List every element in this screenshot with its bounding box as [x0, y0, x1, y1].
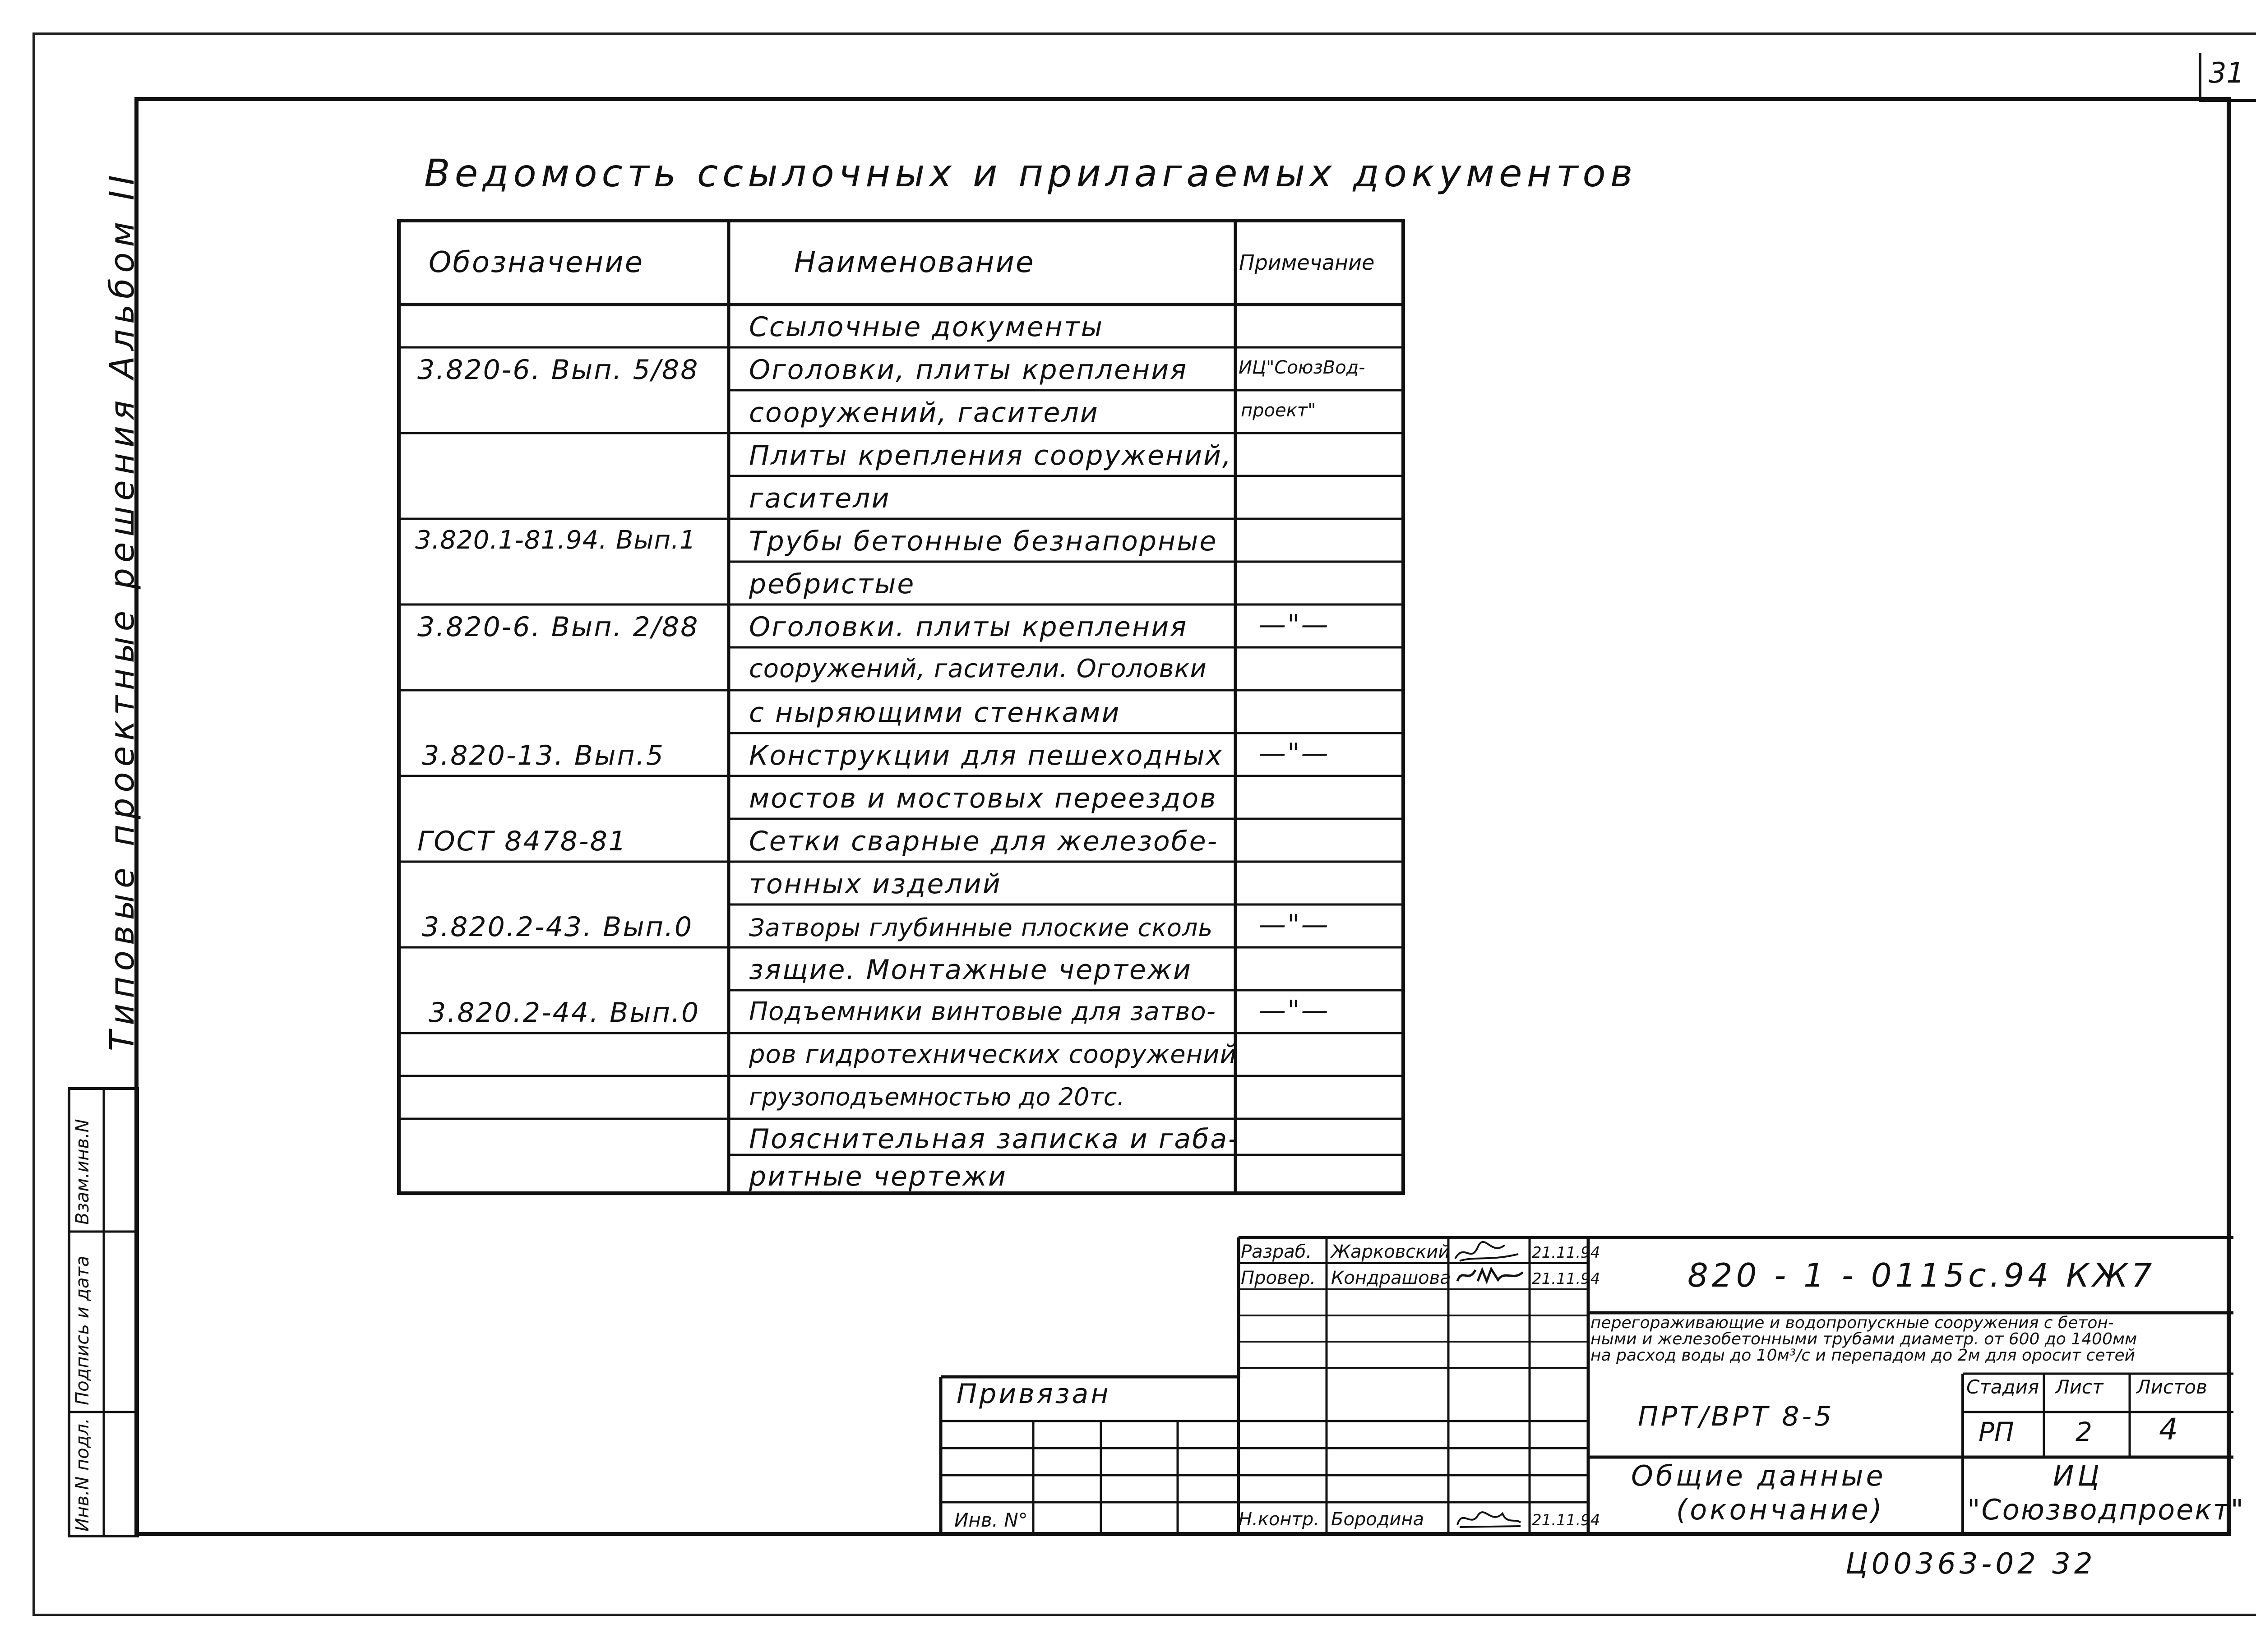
- row-designation: 3.820-6. Вып. 5/88: [417, 354, 699, 386]
- signature-norm-control: [1453, 1504, 1525, 1532]
- header-note: Примечание: [1239, 250, 1375, 275]
- inv-number-label: Инв. N°: [954, 1509, 1028, 1531]
- checker-date: 21.11.94: [1532, 1270, 1600, 1288]
- archive-number: Ц00363-02 32: [1845, 1547, 2096, 1581]
- row-name: Подъемники винтовые для затво-: [749, 997, 1216, 1026]
- row-designation: 3.820.2-44. Вып.0: [429, 997, 700, 1029]
- stage-label: Стадия: [1966, 1376, 2039, 1398]
- role-checker: Провер.: [1241, 1268, 1316, 1288]
- checker-name: Кондрашова: [1331, 1268, 1451, 1288]
- row-note: проект": [1241, 400, 1316, 421]
- row-name: Трубы бетонные безнапорные: [749, 526, 1218, 557]
- role-norm-control: Н.контр.: [1239, 1509, 1319, 1530]
- sheet-value: 2: [2076, 1417, 2092, 1447]
- row-designation: 3.820-13. Вып.5: [422, 740, 665, 771]
- row-name: Оголовки. плиты крепления: [749, 611, 1188, 643]
- header-name: Наименование: [794, 246, 1035, 279]
- row-name: ритные чертежи: [749, 1161, 1007, 1192]
- privyazan-label: Привязан: [957, 1378, 1111, 1410]
- sheet-label: Лист: [2055, 1376, 2103, 1398]
- description-line: на расход воды до 10м³/с и перепадом до 2м для ороcит сетей: [1590, 1346, 2136, 1365]
- row-name: Оголовки, плиты крепления: [749, 354, 1188, 386]
- side-label: Типовые проектные решения Альбом II: [103, 170, 142, 1051]
- row-name: тонных изделий: [749, 868, 1002, 900]
- row-name: зящие. Монтажные чертежи: [749, 954, 1192, 986]
- row-name: Затворы глубинные плоские сколь: [749, 914, 1213, 942]
- stamp-signature-date: Подпись и дата: [72, 1255, 93, 1405]
- row-name: мостов и мостовых переездов: [749, 783, 1217, 814]
- row-note: ИЦ"СоюзВод-: [1239, 357, 1365, 378]
- sheets-label: Листов: [2136, 1376, 2207, 1398]
- row-name: сооружений, гасители: [749, 397, 1099, 429]
- page-number: 31: [2209, 56, 2244, 89]
- stamp-vzam-inv: Взам.инв.N: [72, 1119, 93, 1225]
- row-name: с ныряющими стенками: [749, 697, 1121, 729]
- row-name: гасители: [749, 483, 891, 514]
- description-line: ными и железобетонными трубами диаметр. от 600 до 1400мм: [1590, 1330, 2137, 1348]
- norm-control-date: 21.11.94: [1532, 1511, 1600, 1529]
- row-name: Ссылочные документы: [749, 311, 1104, 343]
- header-designation: Обозначение: [429, 246, 644, 279]
- developer-date: 21.11.94: [1532, 1244, 1600, 1262]
- row-note: —"—: [1259, 738, 1330, 769]
- document-description: [1590, 1315, 2231, 1364]
- stage-value: РП: [1979, 1417, 2014, 1447]
- row-designation: 3.820-6. Вып. 2/88: [417, 611, 699, 643]
- row-name: ров гидротехнических сооружений: [749, 1040, 1237, 1069]
- row-name: ребристые: [749, 568, 915, 600]
- row-name: Плиты крепления сооружений,: [749, 440, 1233, 471]
- row-designation: 3.820.2-43. Вып.0: [422, 911, 693, 943]
- sheet-title-line-2: (окончание): [1676, 1493, 1885, 1526]
- developer-name: Жарковский: [1331, 1241, 1450, 1262]
- object-code: ПРТ/ВРТ 8-5: [1638, 1401, 1835, 1432]
- row-designation: ГОСТ 8478-81: [417, 826, 627, 857]
- row-note: —"—: [1259, 609, 1330, 641]
- row-name: Пояснительная записка и габа-: [749, 1123, 1239, 1155]
- row-note: —"—: [1259, 909, 1330, 941]
- document-title: Ведомость ссылочных и прилагаемых документов: [424, 151, 1637, 195]
- norm-control-name: Бородина: [1331, 1509, 1424, 1530]
- description-line: перегораживающие и водопропускные сооружения с бетон-: [1590, 1314, 2114, 1332]
- row-name: сооружений, гасители. Оголовки: [749, 654, 1207, 683]
- row-designation: 3.820.1-81.94. Вып.1: [415, 526, 696, 555]
- row-note: —"—: [1259, 995, 1330, 1026]
- organization-line-2: "Союзводпроект": [1967, 1493, 2245, 1526]
- signature-marks: [1451, 1238, 1527, 1290]
- row-name: Сетки сварные для железобе-: [749, 826, 1219, 857]
- row-name: Конструкции для пешеходных: [749, 740, 1223, 771]
- document-code: 820 - 1 - 0115с.94 КЖ7: [1687, 1256, 2156, 1294]
- sheets-value: 4: [2159, 1412, 2178, 1447]
- stamp-inv-podl: Инв.N подл.: [72, 1418, 93, 1532]
- sheet-title-line-1: Общие данные: [1631, 1459, 1886, 1492]
- row-name: грузоподъемностью до 20тс.: [749, 1083, 1125, 1111]
- organization-line-1: ИЦ: [2053, 1459, 2103, 1492]
- role-developer: Разраб.: [1241, 1241, 1312, 1262]
